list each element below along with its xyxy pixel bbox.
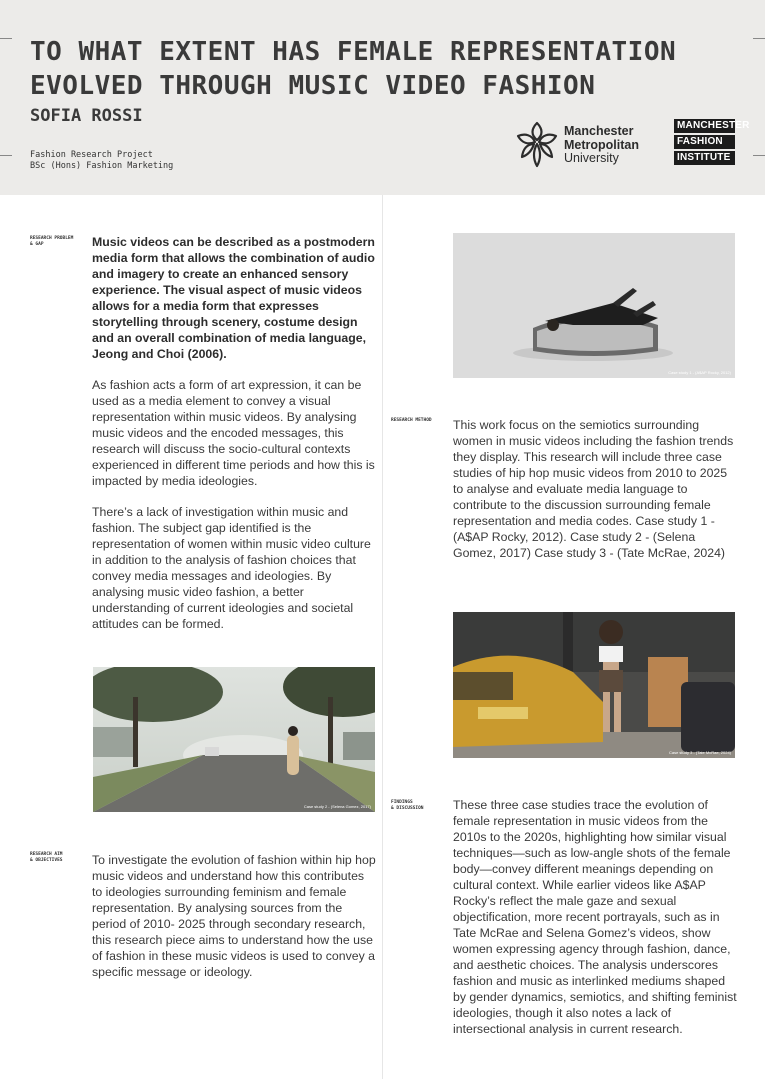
label-research-method xyxy=(391,418,432,424)
mmu-line-3: University xyxy=(564,151,619,165)
mmu-wordmark xyxy=(564,125,639,166)
taxi-scene-illustration xyxy=(453,612,735,758)
mfi-logo xyxy=(674,119,750,167)
image-credit: Case study 3 - (Tate McRae, 2024) xyxy=(668,750,731,755)
image-credit: Case study 1 - (A$AP Rocky, 2012) xyxy=(668,370,731,375)
mfi-line-3: INSTITUTE xyxy=(674,151,735,165)
label-line: RESEARCH AIM xyxy=(30,852,63,857)
problem-paragraph-3: There’s a lack of investigation within music and fashion. The subject gap identified is the representation of women within music video culture in addition to the analysis of fashion choices that convey media messages and ideologies. By analysing music video fashion, a better understanding of current ideologies and societal attitudes can be formed. xyxy=(92,505,371,631)
degree-title: BSc (Hons) Fashion Marketing xyxy=(30,161,174,171)
project-title: Fashion Research Project xyxy=(30,150,153,160)
mmu-line-2: Metropolitan xyxy=(564,137,639,152)
label-line: & DISCUSSION xyxy=(391,806,424,811)
aim-paragraph: To investigate the evolution of fashion within hip hop music videos and understand how this contributes to ideologies surrounding feminism and female representation. By analysing sources from the period of 2010- 2025 through secondary research, this research piece aims to understand how the use of fashion in these music videos is used to convey a specific message or ideology. xyxy=(92,853,376,979)
author-name: SOFIA ROSSI xyxy=(30,106,143,126)
case-study-1-image xyxy=(453,233,735,378)
sofa-scene-illustration xyxy=(453,233,735,378)
label-research-problem xyxy=(30,236,73,248)
title-line-2: EVOLVED THROUGH MUSIC VIDEO FASHION xyxy=(30,71,596,101)
case-study-3-image xyxy=(453,612,735,758)
street-scene-illustration xyxy=(93,667,375,812)
crop-mark xyxy=(0,155,12,156)
poster-title xyxy=(30,35,676,103)
crop-mark xyxy=(753,38,765,39)
poster-header xyxy=(0,0,765,195)
project-info xyxy=(30,150,173,172)
mmu-logo xyxy=(514,120,654,168)
label-line: RESEARCH PROBLEM xyxy=(30,236,74,241)
label-line: FINDINGS xyxy=(391,800,413,805)
label-line: & OBJECTIVES xyxy=(30,858,63,863)
mfi-line-1: MANCHESTER xyxy=(674,119,735,133)
case-study-2-image xyxy=(93,667,375,812)
problem-lead-paragraph: Music videos can be described as a postmodern media form that allows the combination of audio and imagery to create an enhanced sensory experience. The visual aspect of music videos allows for a media form that expresses storytelling through scenery, costume design and an overall combination of media language, Jeong and Choi (2006). xyxy=(92,235,375,361)
method-paragraph: This work focus on the semiotics surrounding women in music videos including the fashion trends they display. This research will include three case studies of hip hop music videos from 2010 to 2025 to analyse and evaluate media language to contribute to the discussion surrounding female representation and media codes. Case study 1 - (A$AP Rocky, 2012). Case study 2 - (Selena Gomez, 2017) Case study 3 - (Tate McRae, 2024) xyxy=(453,418,734,560)
crop-mark xyxy=(0,38,12,39)
mfi-line-2: FASHION xyxy=(674,135,735,149)
image-credit: Case study 2 - (Selena Gomez, 2017) xyxy=(303,804,371,809)
findings-paragraph: These three case studies trace the evolution of female representation in music videos from the 2010s to the 2020s, highlighting how similar visual techniques—such as low-angle shots of the female body—convey different meanings depending on cultural context. While earlier videos like A$AP Rocky’s reflect the male gaze and sexual objectification, more recent portrayals, such as in Tate McRae and Selena Gomez’s videos, show women expressing agency through fashion, dance, and aesthetic choices. The analysis underscores fashion and music as interlinked mediums shaped by gender dynamics, semiotics, and shifting feminist ideologies, though it also notes a lack of intersectional analysis in current research. xyxy=(453,798,737,1036)
title-line-1: TO WHAT EXTENT HAS FEMALE REPRESENTATION xyxy=(30,37,677,67)
label-line: & GAP xyxy=(30,242,44,247)
label-findings xyxy=(391,800,424,812)
crop-mark xyxy=(753,155,765,156)
mmu-line-1: Manchester xyxy=(564,124,634,138)
column-divider xyxy=(382,195,383,1079)
mmu-crest-icon xyxy=(514,120,560,168)
problem-paragraph-2: As fashion acts a form of art expression, it can be used as a media element to convey a visual representation within music videos. By analysing music videos and the encoded messages, this research will discuss the socio-cultural contexts experienced in different time periods and how this is impacted by media ideologies. xyxy=(92,378,375,488)
label-research-aim xyxy=(30,852,63,864)
label-line: RESEARCH METHOD xyxy=(391,418,432,423)
